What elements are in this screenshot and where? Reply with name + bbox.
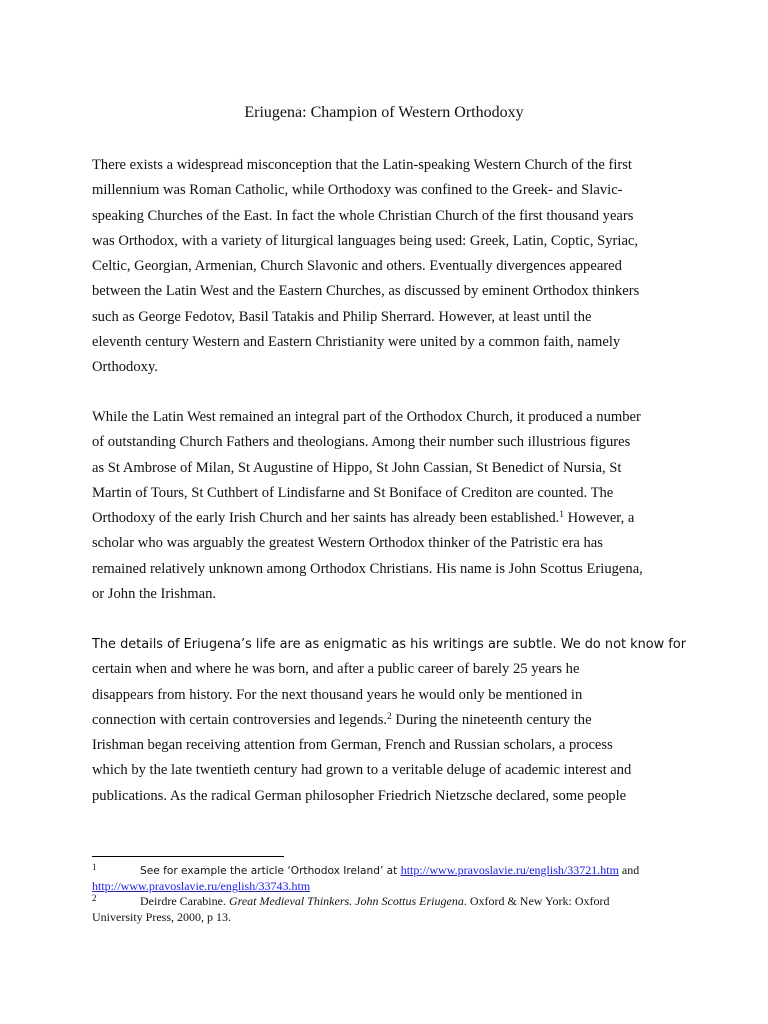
paragraph-3	[92, 632, 687, 809]
paragraph-line: certain when and where he was born, and after a public career of barely 25 years he	[92, 661, 580, 678]
paragraph-line: disappears from history. For the next thousand years he would only be mentioned in	[92, 686, 583, 703]
footnotes	[92, 863, 682, 925]
paragraph-line: Celtic, Georgian, Armenian, Church Slavonic and others. Eventually divergences appeared	[92, 258, 622, 275]
line-text: Orthodoxy of the early Irish Church and her saints has already been established.	[92, 510, 560, 527]
footnote-text: See for example the article ‘Orthodox Ireland’ at	[140, 865, 401, 877]
paragraph-line: as St Ambrose of Milan, St Augustine of Hippo, St John Cassian, St Benedict of Nursia, St	[92, 459, 622, 476]
footnote-book-title: Great Medieval Thinkers. John Scottus Eriugena	[228, 894, 464, 909]
paragraph-line: or John the Irishman.	[92, 586, 217, 603]
footnote-marker-1[interactable]: 1	[559, 510, 565, 521]
paragraph-line: While the Latin West remained an integral part of the Orthodox Church, it produced a number	[92, 409, 641, 425]
line-text: During the nineteenth century the	[391, 711, 592, 728]
paragraph-line: remained relatively unknown among Orthodox Christians. His name is John Scottus Eriugena,	[92, 560, 643, 577]
footnote-text: . Oxford & New York: Oxford	[463, 894, 610, 909]
paragraph-line: The details of Eriugena’s life are as enigmatic as his writings are subtle. We do not know for	[92, 637, 687, 652]
footnote-1-cont	[92, 879, 682, 894]
paragraph-line: Irishman began receiving attention from German, French and Russian scholars, a process	[92, 737, 613, 754]
paragraph-line: publications. As the radical German philosopher Friedrich Nietzsche declared, some people	[92, 787, 627, 804]
paragraph-line: Orthodoxy.	[92, 359, 158, 376]
paragraph-line: such as George Fedotov, Basil Tatakis and Philip Sherrard. However, at least until the	[92, 308, 592, 325]
paragraph-line: speaking Churches of the East. In fact the whole Christian Church of the first thousand years	[92, 207, 634, 224]
footnote-2-cont: University Press, 2000, p 13.	[92, 909, 231, 924]
footnote-link-2[interactable]: http://www.pravoslavie.ru/english/33743.htm	[92, 879, 311, 894]
footnote-link-1[interactable]: http://www.pravoslavie.ru/english/33721.htm	[400, 863, 619, 877]
line-text: connection with certain controversies and legends.	[92, 711, 388, 728]
paragraph-1	[92, 153, 680, 381]
paragraph-line: eleventh century Western and Eastern Christianity were united by a common faith, namely	[92, 334, 621, 351]
footnote-1: 1 See for example the article ‘Orthodox Ireland’ at http://www.pravoslavie.ru/english/33721.htm and	[92, 862, 640, 877]
paragraph-line: millennium was Roman Catholic, while Orthodoxy was confined to the Greek- and Slavic-	[92, 182, 623, 199]
paragraph-2	[92, 405, 680, 607]
footnote-separator	[92, 856, 284, 857]
page-title: Eriugena: Champion of Western Orthodoxy	[244, 104, 524, 121]
paragraph-line	[92, 506, 680, 531]
footnote-text: and	[618, 863, 640, 877]
paragraph-line: between the Latin West and the Eastern Churches, as discussed by eminent Orthodox thinkers	[92, 283, 640, 300]
paragraph-line: Martin of Tours, St Cuthbert of Lindisfarne and St Boniface of Crediton are counted. The	[92, 484, 614, 501]
paragraph-line: There exists a widespread misconception that the Latin-speaking Western Church of the first	[92, 157, 632, 173]
footnote-text: Deirdre Carabine.	[140, 894, 229, 909]
footnote-2: 2 Deirdre Carabine. Great Medieval Thinkers. John Scottus Eriugena. Oxford & New York: Oxford	[92, 893, 610, 909]
paragraph-line: of outstanding Church Fathers and theologians. Among their number such illustrious figures	[92, 434, 631, 451]
paragraph-line: scholar who was arguably the greatest Western Orthodox thinker of the Patristic era has	[92, 535, 603, 552]
paragraph-line: was Orthodox, with a variety of liturgical languages being used: Greek, Latin, Coptic, Syriac,	[92, 232, 639, 249]
paragraph-line	[92, 708, 680, 733]
paragraph-line: which by the late twentieth century had grown to a veritable deluge of academic interest and	[92, 762, 632, 779]
line-text: However, a	[564, 510, 635, 527]
footnote-marker-2[interactable]: 2	[387, 711, 392, 722]
